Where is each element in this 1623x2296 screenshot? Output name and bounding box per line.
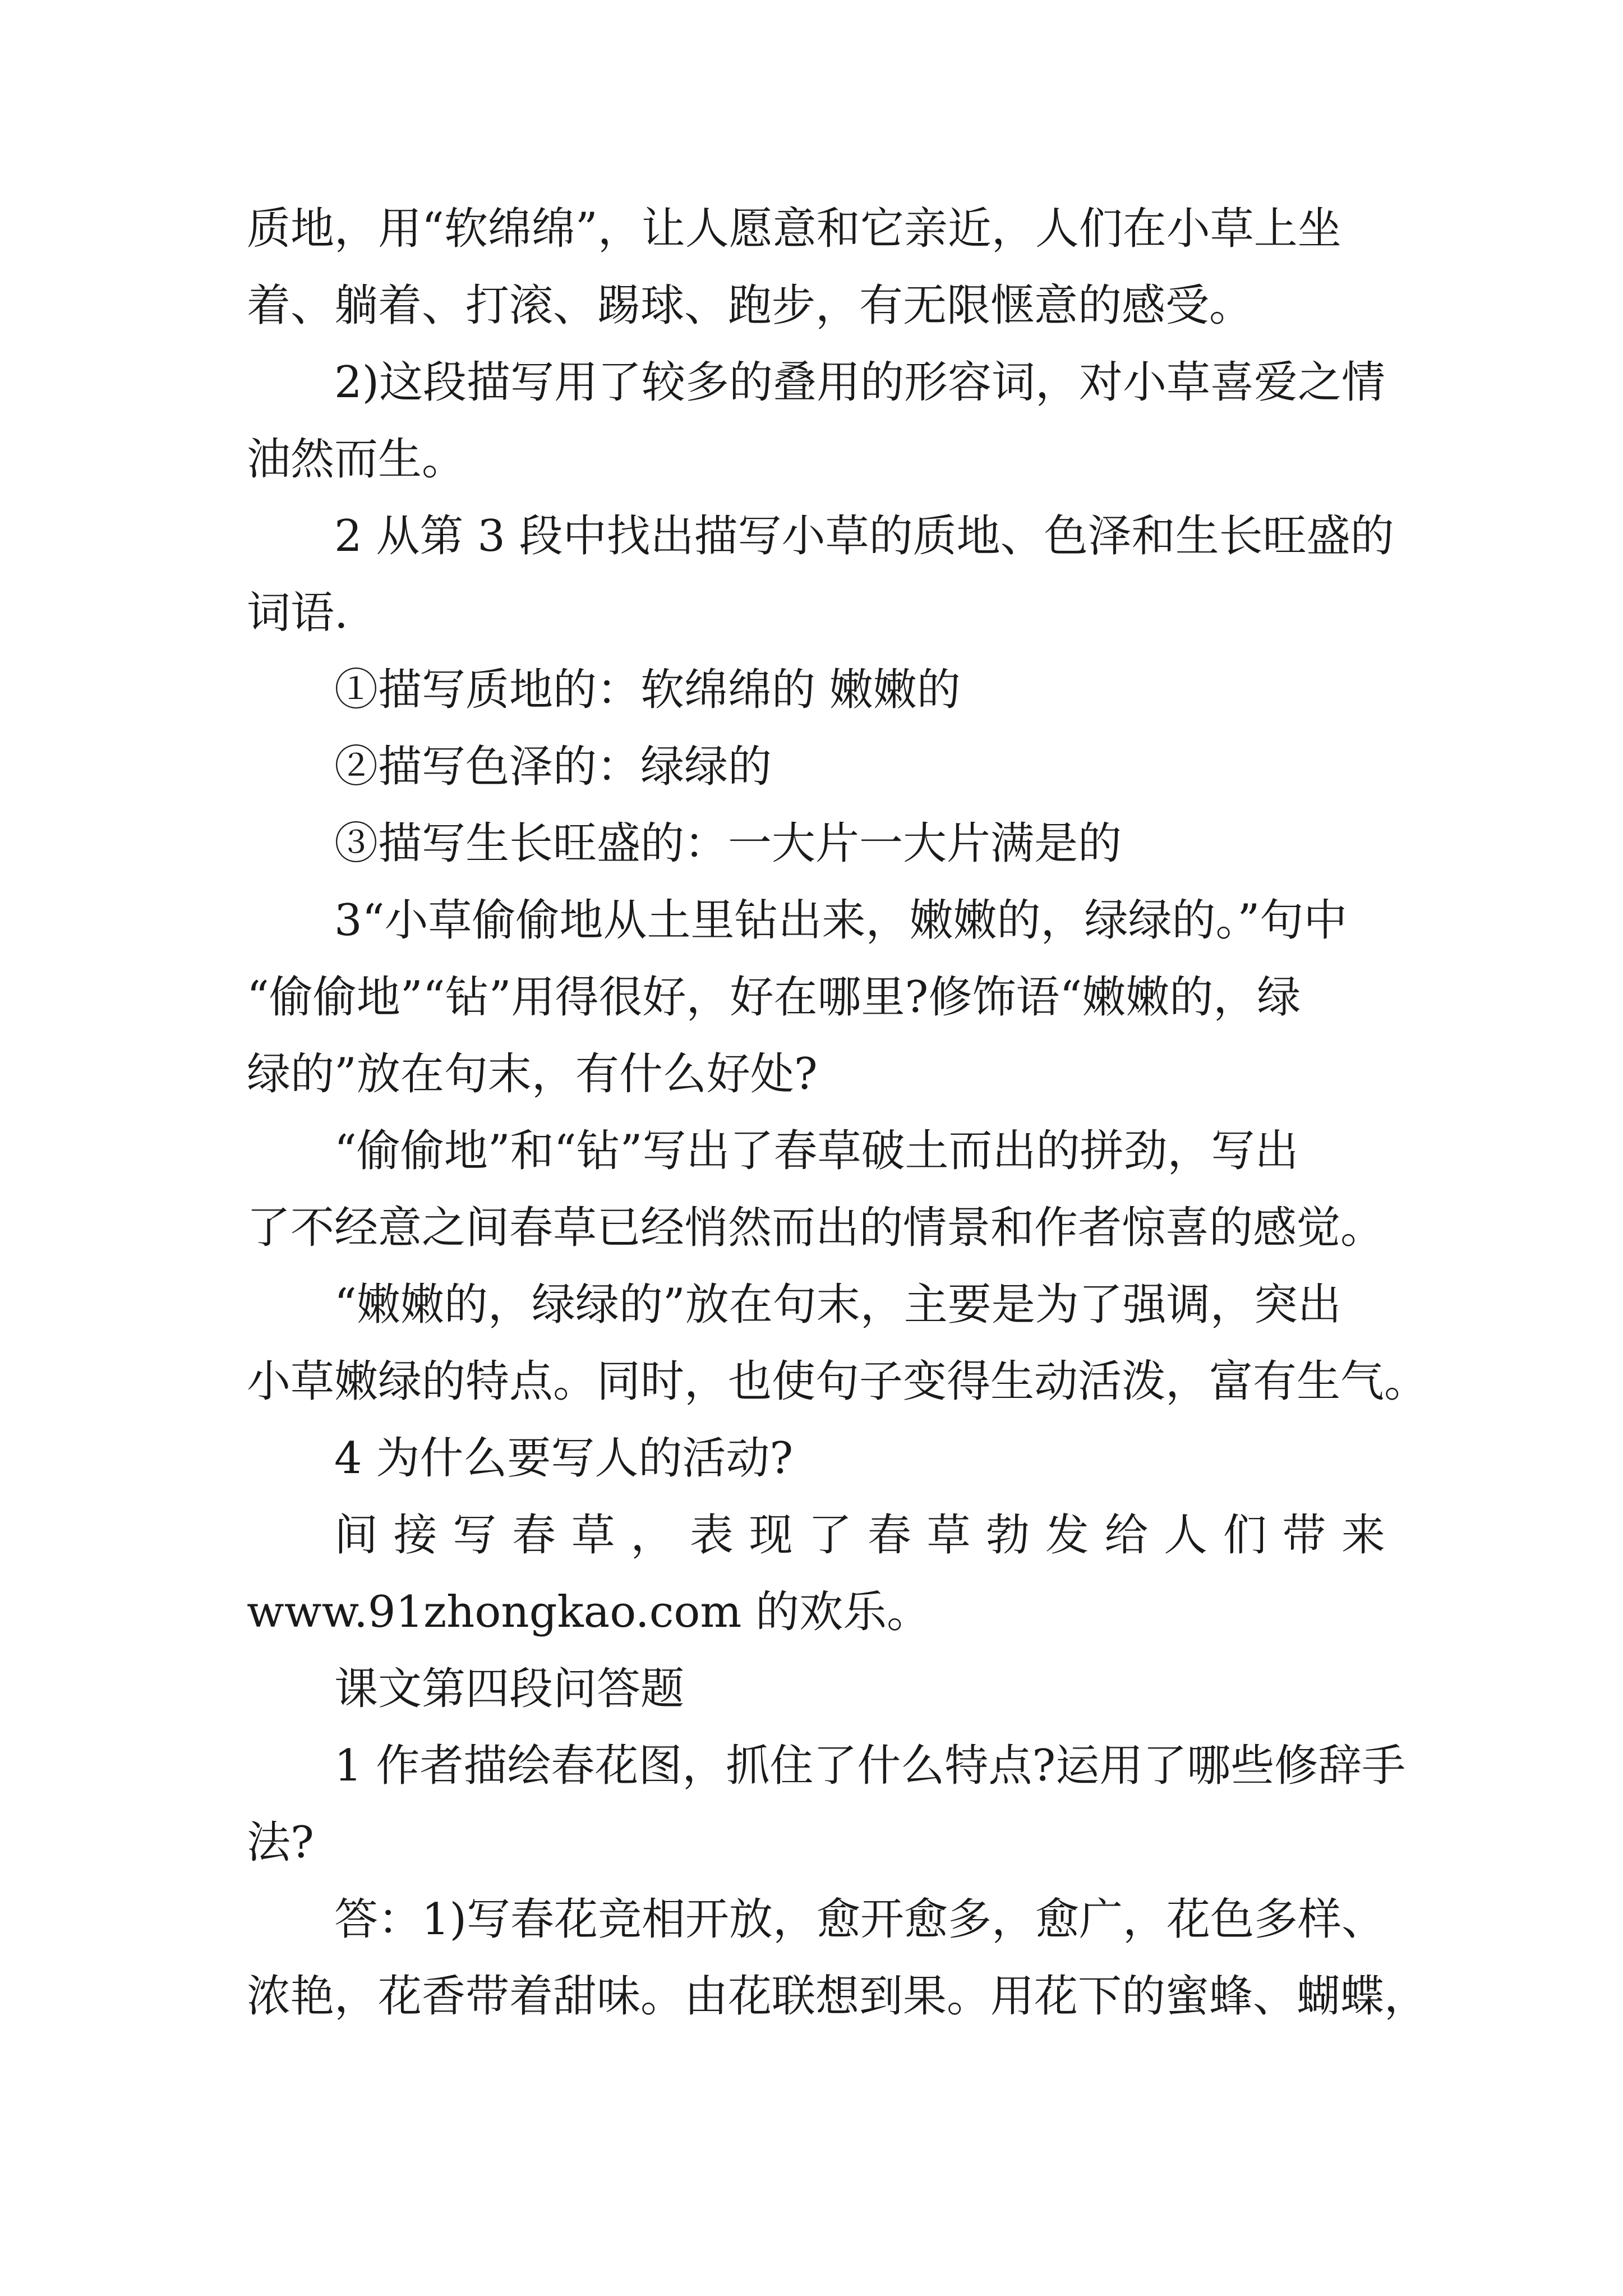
- text-line-3: 2)这段描写用了较多的叠用的形容词，对小草喜爱之情: [334, 357, 1386, 408]
- text-line-6: 词语.: [247, 588, 348, 638]
- text-line-1: 质地，用“软绵绵”，让人愿意和它亲近，人们在小草上坐: [247, 204, 1341, 254]
- text-line-22: 法?: [247, 1818, 314, 1868]
- text-line-9: ③描写生长旺盛的：一大片一大片满是的: [334, 818, 1122, 869]
- text-line-20: 课文第四段问答题: [334, 1664, 685, 1714]
- text-line-16: 小草嫩绿的特点。同时，也使句子变得生动活泼，富有生气。: [247, 1356, 1428, 1407]
- text-line-8: ②描写色泽的：绿绿的: [334, 742, 772, 792]
- text-line-13: “偷偷地”和“钻”写出了春草破土而出的拼劲，写出: [334, 1126, 1299, 1176]
- text-line-10: 3“小草偷偷地从土里钻出来，嫩嫩的，绿绿的。”句中: [334, 895, 1348, 946]
- text-line-14: 了不经意之间春草已经悄然而出的情景和作者惊喜的感觉。: [247, 1203, 1385, 1253]
- text-line-12: 绿的”放在句末，有什么好处?: [247, 1049, 818, 1099]
- text-line-24: 浓艳，花香带着甜味。由花联想到果。用花下的蜜蜂、蝴蝶，: [247, 1971, 1428, 2022]
- text-line-11: “偷偷地”“钻”用得很好，好在哪里?修饰语“嫩嫩的，绿: [247, 972, 1301, 1023]
- text-line-23: 答：1)写春花竞相开放，愈开愈多，愈广，花色多样、: [334, 1894, 1386, 1945]
- text-line-5: 2 从第 3 段中找出描写小草的质地、色泽和生长旺盛的: [334, 511, 1394, 562]
- text-line-17: 4 为什么要写人的活动?: [334, 1433, 794, 1484]
- text-line-4: 油然而生。: [247, 434, 466, 485]
- text-line-7: ①描写质地的：软绵绵的 嫩嫩的: [334, 665, 961, 715]
- text-line-19: www.91zhongkao.com 的欢乐。: [247, 1587, 931, 1637]
- text-line-21: 1 作者描绘春花图，抓住了什么特点?运用了哪些修辞手: [334, 1741, 1406, 1791]
- text-line-15: “嫩嫩的，绿绿的”放在句末，主要是为了强调，突出: [334, 1280, 1341, 1330]
- text-line-2: 着、躺着、打滚、踢球、跑步，有无限惬意的感受。: [247, 280, 1253, 331]
- text-line-18: 间 接 写 春 草 ， 表 现 了 春 草 勃 发 给 人 们 带 来: [334, 1510, 1385, 1561]
- body-text: [247, 191, 1428, 2035]
